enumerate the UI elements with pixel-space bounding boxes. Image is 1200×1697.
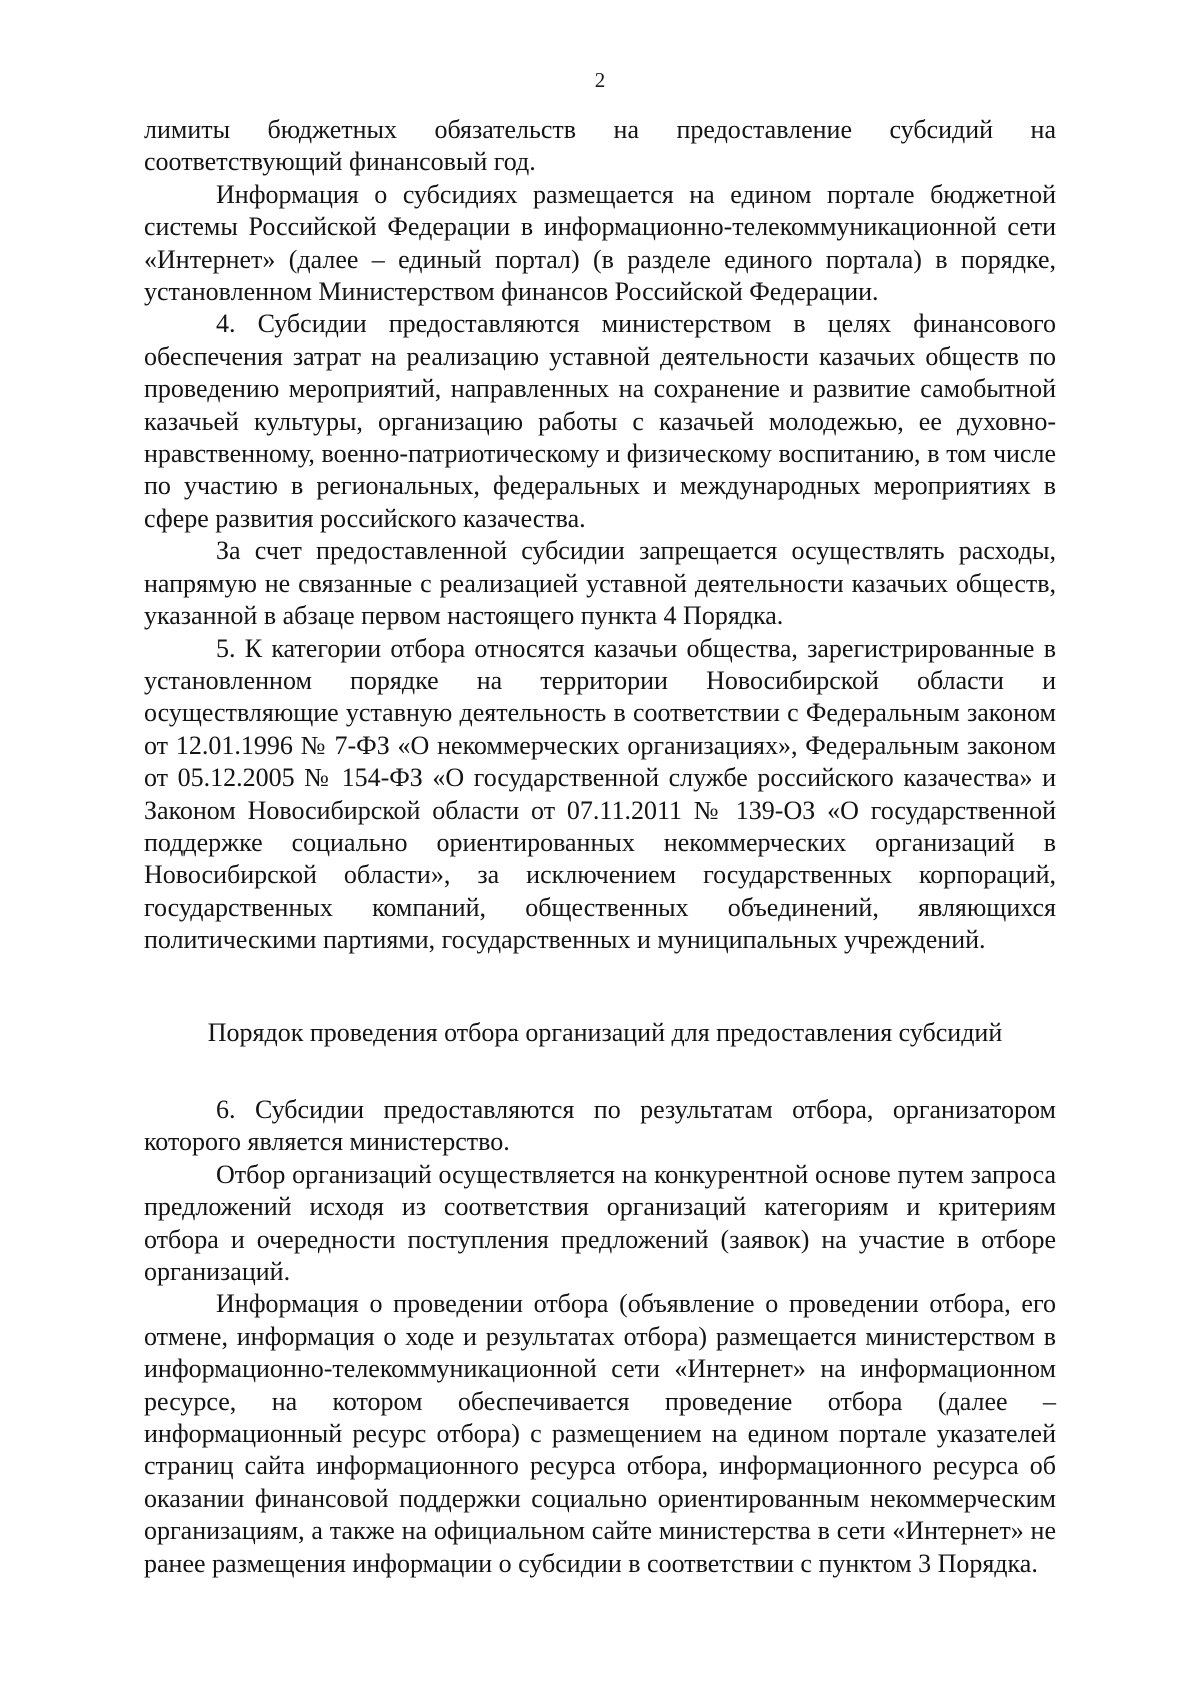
document-body: [144, 114, 1056, 1580]
paragraph-selection-basis: Отбор организаций осуществляется на конкурентной основе путем запроса предложений исходя из соответствия организаций категориям и критериям отбора и очередности поступления предложений (заявок) на участие в отборе организаций.: [144, 1159, 1056, 1286]
section-heading: Порядок проведения отбора организаций для предоставления субсидий: [207, 1017, 1003, 1047]
paragraph-item-6: 6. Субсидии предоставляются по результатам отбора, организатором которого является министерство.: [144, 1094, 1056, 1157]
page-number: 2: [594, 68, 606, 92]
paragraph-selection-information: Информация о проведении отбора (объявление о проведении отбора, его отмене, информация о ходе и результатах отбора) размещается министерством в информационно-телекоммуникационной сети «Интернет» на информационном ресурсе, на котором обеспечивается проведение отбора (далее – информационный ресурс отбора) с размещением на едином портале указателей страниц сайта информационного ресурса отбора, информационного ресурса об оказании финансовой поддержки социально ориентированным некоммерческим организациям, а также на официальном сайте министерства в сети «Интернет» не ранее размещения информации о субсидии в соответствии с пунктом 3 Порядка.: [144, 1289, 1056, 1578]
paragraph-item-4-restriction: За счет предоставленной субсидии запрещается осуществлять расходы, напрямую не связанные с реализацией уставной деятельности казачьих обществ, указанной в абзаце первом настоящего пункта 4 Порядка.: [144, 536, 1056, 631]
paragraph-item-5: 5. К категории отбора относятся казачьи общества, зарегистрированные в установленном порядке на территории Новосибирской области и осуществляющие уставную деятельность в соответствии с Федеральным законом от 12.01.1996 № 7-ФЗ «О некоммерческих организациях», Федеральным законом от 05.12.2005 № 154-ФЗ «О государственной службе российского казачества» и Законом Новосибирской области от 07.11.2011 № 139-ОЗ «О государственной поддержке социально ориентированных некоммерческих организаций в Новосибирской области», за исключением государственных корпораций, государственных компаний, общественных объединений, являющихся политическими партиями, государственных и муниципальных учреждений.: [144, 633, 1056, 955]
paragraph-subsidy-information: Информация о субсидиях размещается на едином портале бюджетной системы Российской Федерации в информационно-телекоммуникационной сети «Интернет» (далее – единый портал) (в разделе единого портала) в порядке, установленном Министерством финансов Российской Федерации.: [144, 179, 1056, 307]
paragraph-limits-continuation: лимиты бюджетных обязательств на предоставление субсидий на соответствующий финансовый год.: [144, 115, 1056, 177]
paragraph-item-4: 4. Субсидии предоставляются министерством в целях финансового обеспечения затрат на реализацию уставной деятельности казачьих обществ по проведению мероприятий, направленных на сохранение и развитие самобытной казачьей культуры, организацию работы с казачьей молодежью, ее духовно-нравственному, военно-патриотическому и физическому воспитанию, в том числе по участию в региональных, федеральных и международных мероприятиях в сфере развития российского казачества.: [144, 309, 1056, 533]
